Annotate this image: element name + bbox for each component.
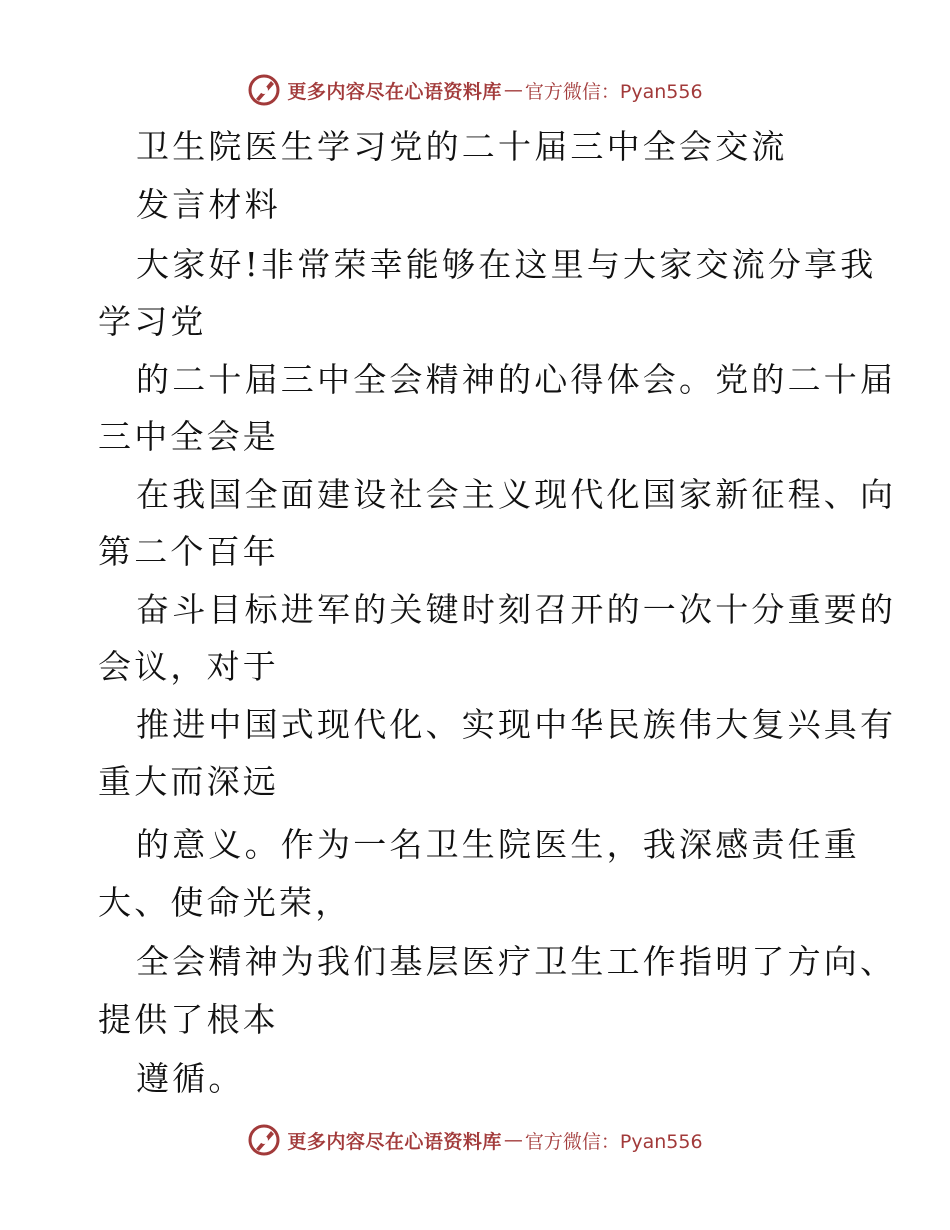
header-watermark: [0, 70, 950, 110]
watermark-contact: 官方微信：Pyan556: [524, 1130, 703, 1153]
body-line: 奋斗目标进军的关键时刻召开的一次十分重要的: [136, 590, 897, 629]
body-line: 在我国全面建设社会主义现代化国家新征程、向: [136, 475, 897, 514]
body-line: 的二十届三中全会精神的心得体会。党的二十届: [136, 360, 897, 399]
watermark-main-text: 更多内容尽在心语资料库: [287, 80, 502, 103]
body-line: 遵循。: [136, 1059, 245, 1098]
body-line: 三中全会是: [98, 417, 279, 456]
body-line: 大、使命光荣，: [98, 883, 352, 922]
watermark-separator: —: [503, 1129, 523, 1151]
body-line: 重大而深远: [98, 762, 279, 801]
document-title-line-2: 发言材料: [136, 185, 281, 224]
footer-watermark: [0, 1120, 950, 1160]
quill-logo-icon: [247, 1123, 281, 1157]
body-line: 大家好!非常荣幸能够在这里与大家交流分享我: [136, 245, 877, 284]
quill-logo-icon: [247, 73, 281, 107]
document-title-line-1: 卫生院医生学习党的二十届三中全会交流: [136, 127, 788, 166]
watermark-separator: —: [503, 79, 523, 101]
body-line: 学习党: [98, 302, 207, 341]
body-line: 第二个百年: [98, 532, 279, 571]
body-line: 会议，对于: [98, 647, 279, 686]
body-line: 的意义。作为一名卫生院医生，我深感责任重: [136, 825, 860, 864]
watermark-contact: 官方微信：Pyan556: [524, 80, 703, 103]
watermark-main-text: 更多内容尽在心语资料库: [287, 1130, 502, 1153]
body-line: 推进中国式现代化、实现中华民族伟大复兴具有: [136, 705, 897, 744]
body-line: 提供了根本: [98, 1000, 279, 1039]
body-line: 全会精神为我们基层医疗卫生工作指明了方向、: [136, 942, 897, 981]
